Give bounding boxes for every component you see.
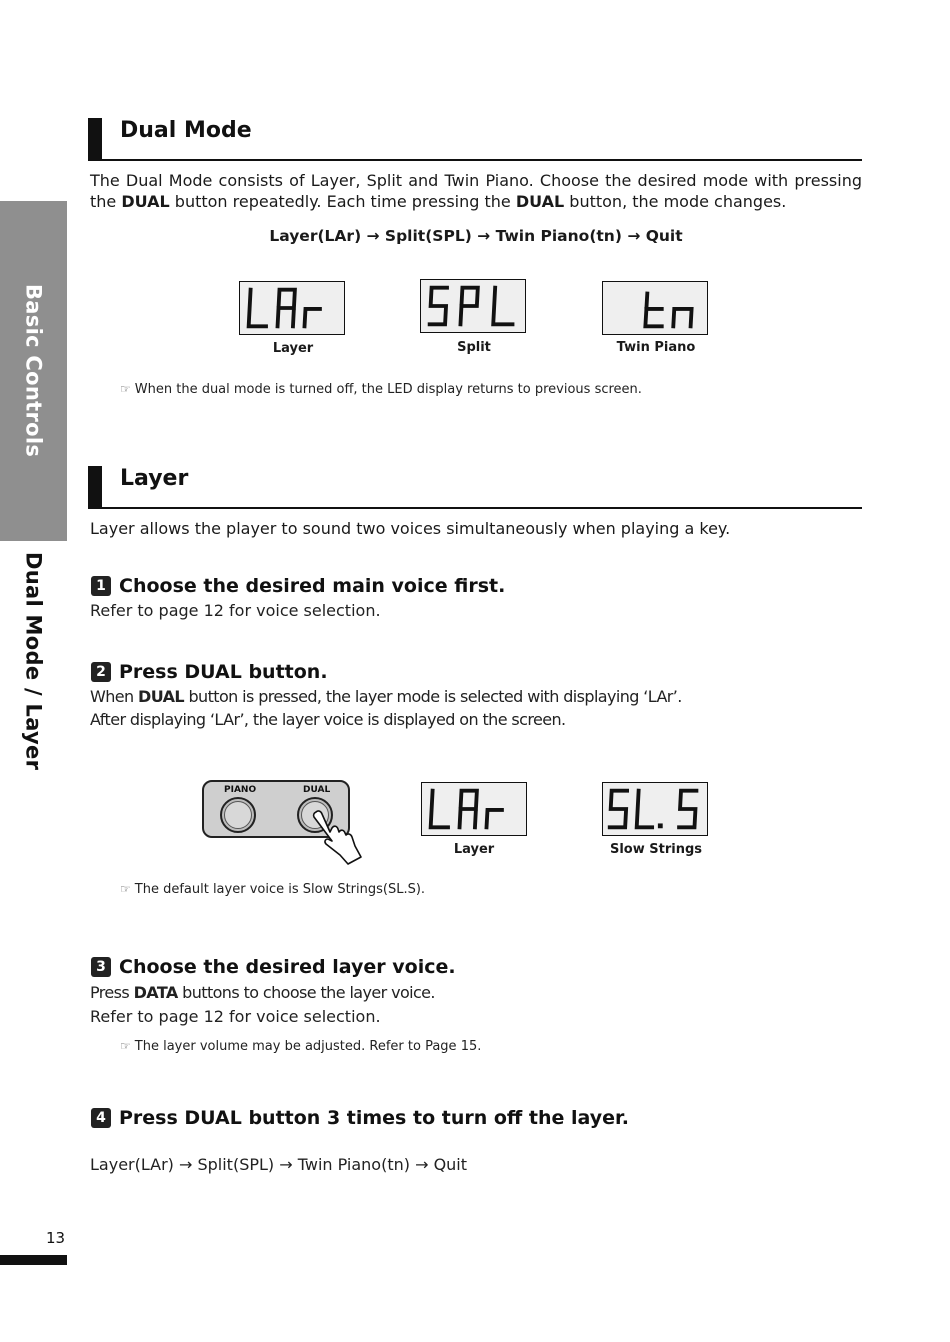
layer-volume-note: ☞ The layer volume may be adjusted. Refer to Page 15.: [120, 1039, 482, 1054]
led-display-lar-step2: [421, 782, 527, 836]
step-2-line-1: When DUAL button is pressed, the layer mode is selected with displaying ‘LAr’.: [90, 687, 682, 706]
led-display-lar: [239, 281, 345, 335]
side-tab-dual-mode-layer: [0, 541, 67, 781]
step-number-badge: 2: [91, 662, 111, 682]
pressing-hand-icon: [308, 808, 364, 866]
dual-mode-note: ☞ When the dual mode is turned off, the LED display returns to previous screen.: [120, 382, 642, 397]
pointing-hand-icon: ☞: [120, 382, 131, 396]
step-title: Choose the desired main voice first.: [119, 575, 506, 597]
step-4-heading: [91, 1107, 629, 1129]
dual-mode-flow: Layer(LAr) → Split(SPL) → Twin Piano(tn) → Quit: [269, 227, 683, 245]
led-display-tn: [602, 281, 708, 335]
step-1-body: Refer to page 12 for voice selection.: [90, 601, 381, 620]
pointing-hand-icon: ☞: [120, 1039, 131, 1053]
section-rule: [88, 159, 862, 161]
led-glyphs-lar: [240, 282, 344, 334]
step-title: Choose the desired layer voice.: [119, 956, 456, 978]
section-title-layer: Layer: [120, 466, 189, 491]
step-3-line-2: Refer to page 12 for voice selection.: [90, 1007, 381, 1026]
layer-intro: Layer allows the player to sound two voices simultaneously when playing a key.: [90, 519, 731, 538]
step-number-badge: 1: [91, 576, 111, 596]
section-title-dual-mode: Dual Mode: [120, 118, 252, 143]
section-marker: [88, 466, 102, 509]
step-3-line-1: Press DATA buttons to choose the layer voice.: [90, 983, 435, 1002]
piano-button[interactable]: [220, 797, 256, 833]
step-number-badge: 3: [91, 957, 111, 977]
step-3-heading: [91, 956, 456, 978]
led-label-layer: Layer: [453, 842, 495, 857]
led-label-layer: Layer: [272, 341, 314, 356]
step-title: Press DUAL button 3 times to turn off the layer.: [119, 1107, 629, 1129]
led-glyphs-lar: [422, 783, 526, 835]
pointing-hand-icon: ☞: [120, 882, 131, 896]
panel-label-dual: DUAL: [303, 785, 331, 795]
step-2-line-2: After displaying ‘LAr’, the layer voice is displayed on the screen.: [90, 710, 566, 729]
panel-label-piano: PIANO: [224, 785, 257, 795]
led-display-spl: [420, 279, 526, 333]
dual-mode-intro: The Dual Mode consists of Layer, Split and Twin Piano. Choose the desired mode with pressing the DUAL button repeatedly. Each time pressing the DUAL button, the mode changes.: [90, 171, 862, 211]
layer-flow: Layer(LAr) → Split(SPL) → Twin Piano(tn) → Quit: [90, 1155, 468, 1174]
step-title: Press DUAL button.: [119, 661, 328, 683]
led-label-slow-strings: Slow Strings: [609, 842, 703, 857]
page-number: 13: [46, 1229, 66, 1247]
side-tab-top-label: Basic Controls: [21, 284, 46, 458]
led-display-sls: [602, 782, 708, 836]
step-1-heading: [91, 575, 505, 597]
led-glyphs-sls: [603, 783, 707, 835]
led-glyphs-tn: [603, 282, 707, 334]
page-number-bar: [0, 1255, 67, 1265]
step-number-badge: 4: [91, 1108, 111, 1128]
step-2-heading: [91, 661, 328, 683]
section-marker: [88, 118, 102, 161]
led-label-twin-piano: Twin Piano: [616, 340, 696, 355]
default-layer-note: ☞ The default layer voice is Slow Strings(SL.S).: [120, 882, 426, 897]
side-tab-basic-controls: [0, 201, 67, 541]
led-glyphs-spl: [421, 280, 525, 332]
section-rule: [88, 507, 862, 509]
side-tab-bottom-label: Dual Mode / Layer: [21, 551, 46, 771]
led-label-split: Split: [457, 340, 491, 355]
